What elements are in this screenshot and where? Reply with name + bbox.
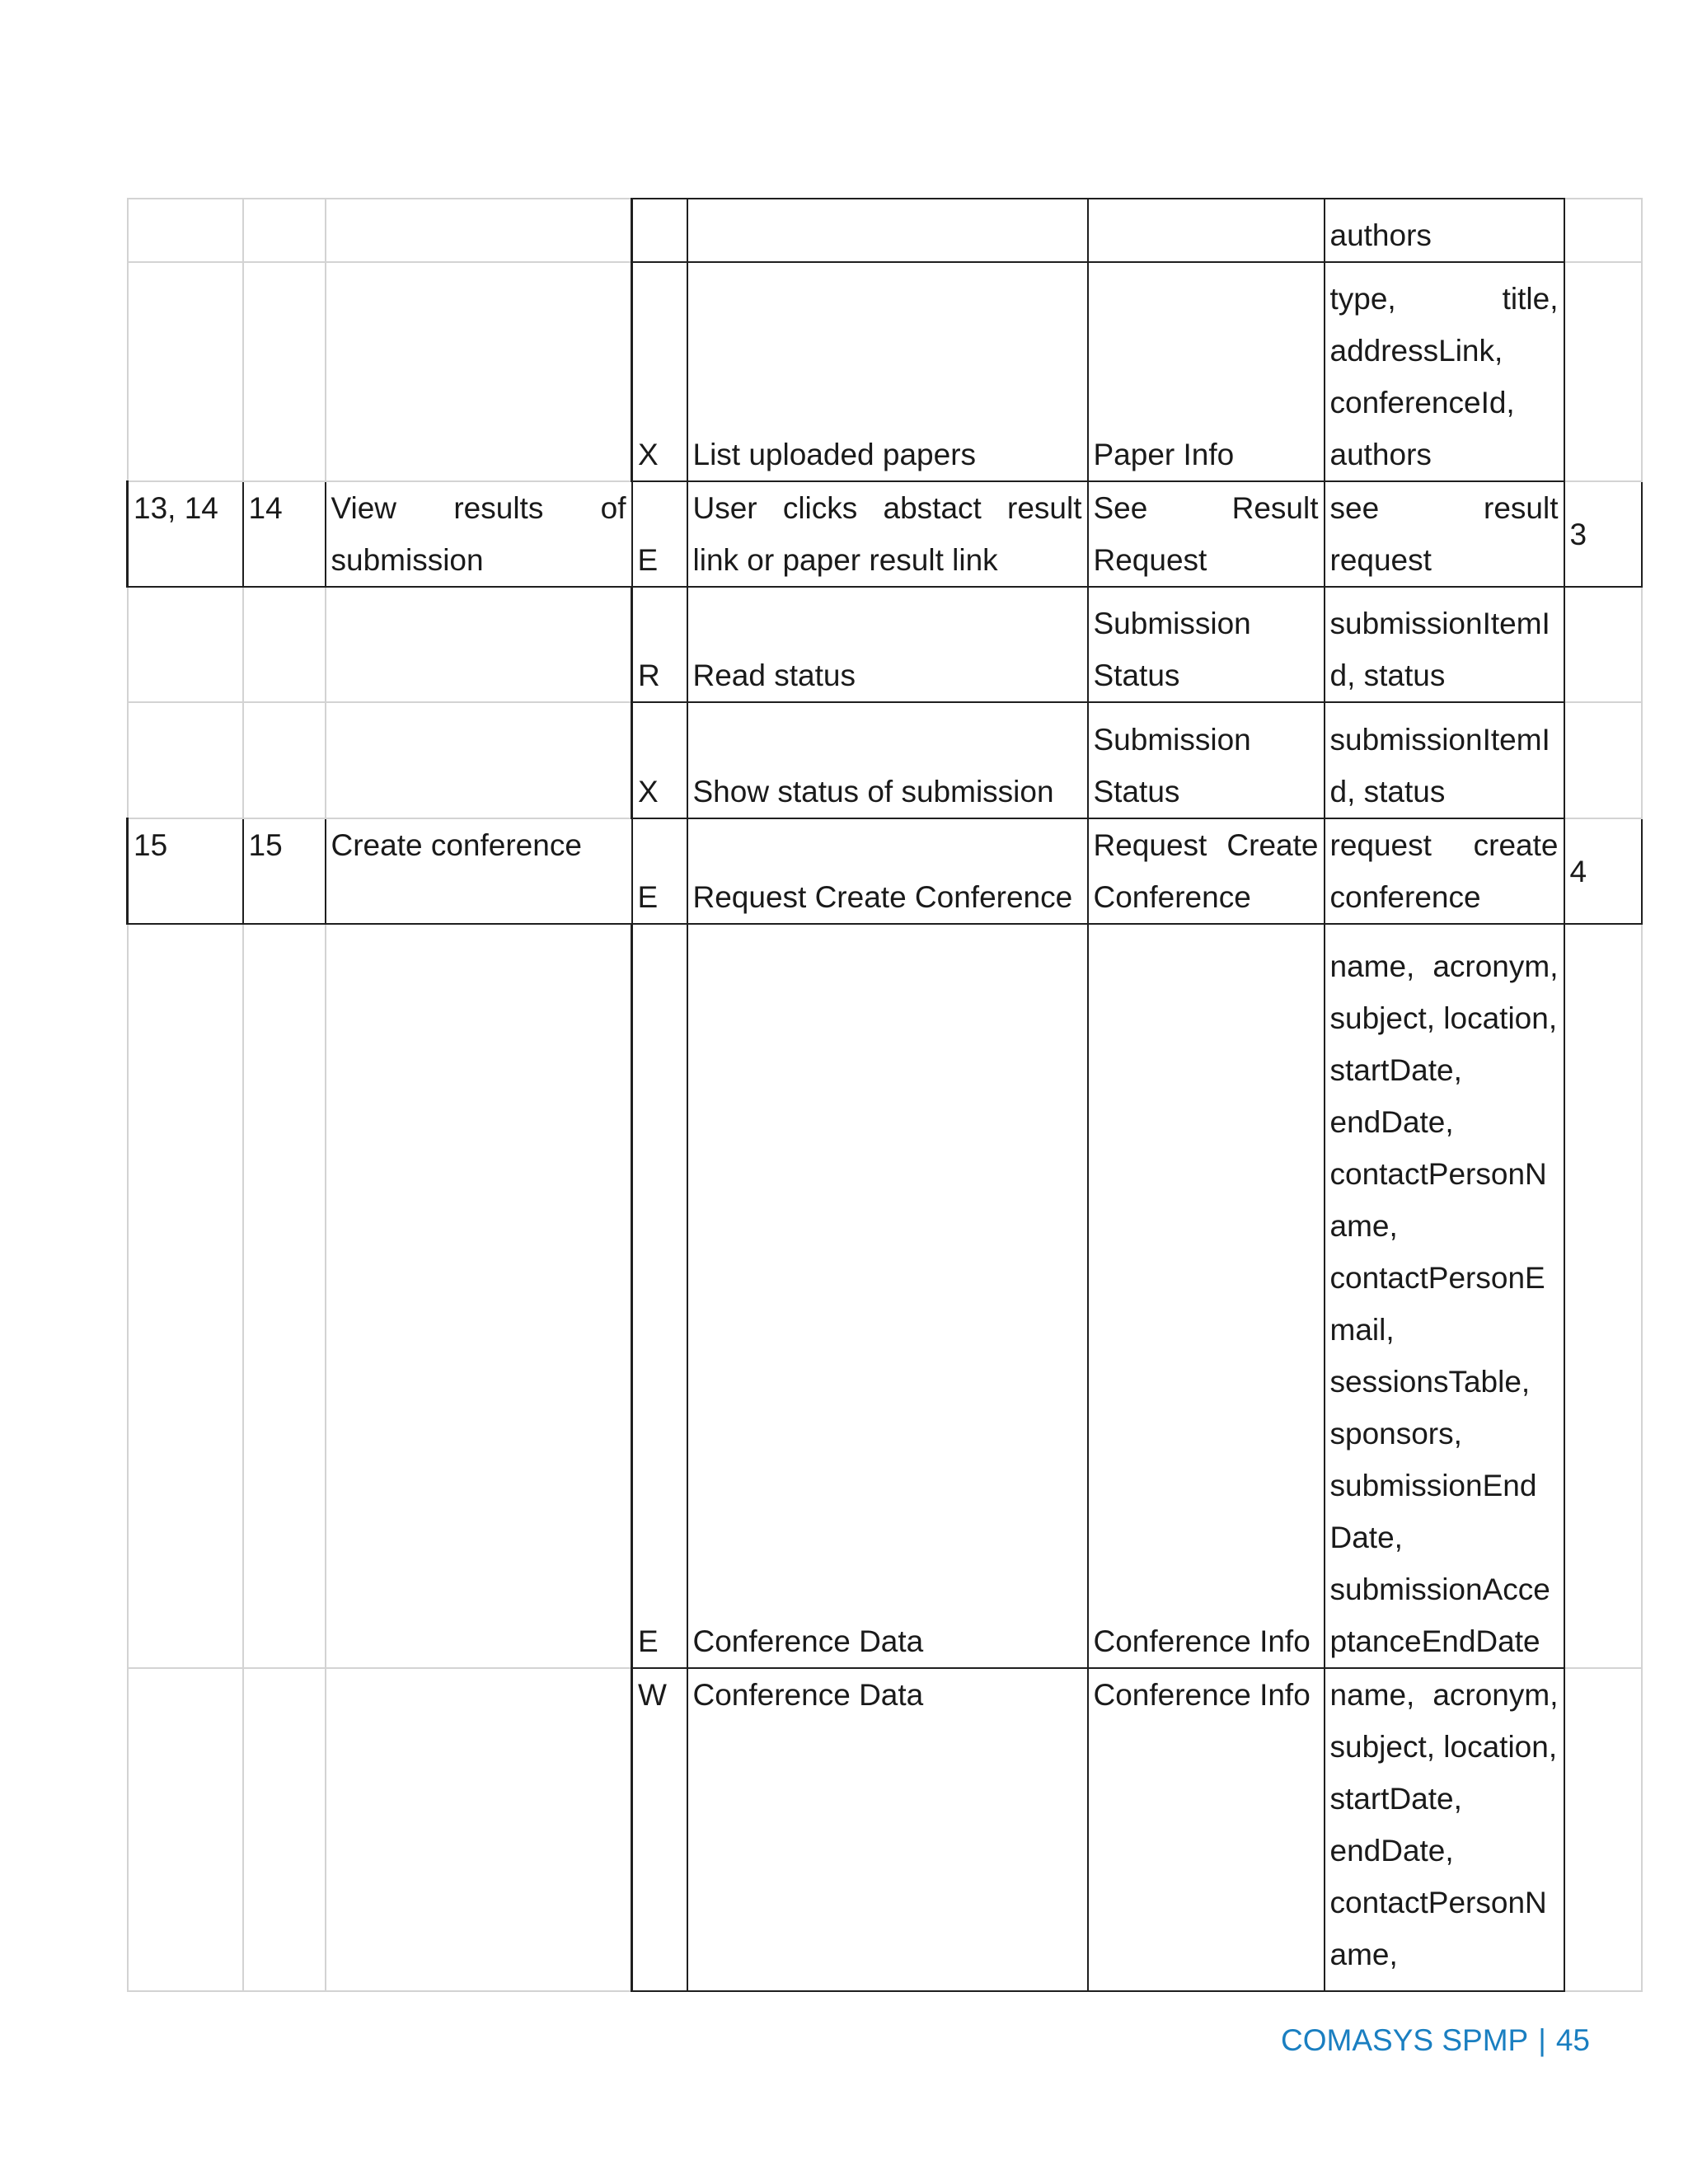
sub-process-cell: Read status bbox=[687, 587, 1088, 702]
table-row bbox=[128, 1668, 1642, 1991]
data-group-cell: Conference Info bbox=[1088, 924, 1325, 1668]
req-id-cell bbox=[128, 1668, 243, 1991]
uc-id-cell bbox=[243, 199, 326, 262]
req-id-cell bbox=[128, 262, 243, 481]
document-table bbox=[126, 198, 1643, 1992]
sub-process-cell: Show status of submission bbox=[687, 702, 1088, 818]
cfp-cell: 3 bbox=[1564, 481, 1642, 587]
process-cell bbox=[326, 924, 632, 1668]
data-attributes-cell: see result request bbox=[1325, 481, 1564, 587]
footer-label: COMASYS SPMP bbox=[1281, 2023, 1529, 2057]
data-attributes-cell: authors bbox=[1325, 199, 1564, 262]
process-cell bbox=[326, 702, 632, 818]
table-row bbox=[128, 481, 1642, 587]
movement-type-cell: W bbox=[632, 1668, 687, 1991]
uc-id-cell bbox=[243, 702, 326, 818]
page-number: 45 bbox=[1555, 2023, 1590, 2057]
cfp-cell bbox=[1564, 199, 1642, 262]
data-group-cell: Submission Status bbox=[1088, 587, 1325, 702]
table-row bbox=[128, 924, 1642, 1668]
cfp-cell bbox=[1564, 587, 1642, 702]
req-id-cell bbox=[128, 587, 243, 702]
uc-id-cell: 14 bbox=[243, 481, 326, 587]
process-cell: View results of submission bbox=[326, 481, 632, 587]
req-id-cell: 13, 14 bbox=[128, 481, 243, 587]
data-attributes-cell: name, acronym, subject, location, startDate, endDate, contactPersonN ame, bbox=[1325, 1668, 1564, 1991]
cfp-cell bbox=[1564, 262, 1642, 481]
movement-type-cell bbox=[632, 199, 687, 262]
uc-id-cell: 15 bbox=[243, 818, 326, 924]
table-row bbox=[128, 262, 1642, 481]
sub-process-cell: Conference Data bbox=[687, 1668, 1088, 1991]
movement-type-cell: E bbox=[632, 481, 687, 587]
process-cell bbox=[326, 587, 632, 702]
data-attributes-cell: request create conference bbox=[1325, 818, 1564, 924]
uc-id-cell bbox=[243, 1668, 326, 1991]
uc-id-cell bbox=[243, 924, 326, 1668]
table-row bbox=[128, 702, 1642, 818]
uc-id-cell bbox=[243, 587, 326, 702]
page-footer bbox=[1281, 2023, 1590, 2058]
cfp-cell bbox=[1564, 702, 1642, 818]
data-group-cell bbox=[1088, 199, 1325, 262]
process-cell bbox=[326, 1668, 632, 1991]
movement-type-cell: E bbox=[632, 924, 687, 1668]
data-group-cell: See Result Request bbox=[1088, 481, 1325, 587]
data-attributes-cell: name, acronym, subject, location, startDate, endDate, contactPersonN ame, contactPersonE mail, sessionsTable, sponsors, submissionEnd Date, submissionAcce ptanceEndDate bbox=[1325, 924, 1564, 1668]
process-cell bbox=[326, 199, 632, 262]
movement-type-cell: E bbox=[632, 818, 687, 924]
table-row bbox=[128, 587, 1642, 702]
sub-process-cell bbox=[687, 199, 1088, 262]
data-group-cell: Conference Info bbox=[1088, 1668, 1325, 1991]
sub-process-cell: Request Create Conference bbox=[687, 818, 1088, 924]
table-row bbox=[128, 199, 1642, 262]
sub-process-cell: Conference Data bbox=[687, 924, 1088, 1668]
uc-id-cell bbox=[243, 262, 326, 481]
data-group-cell: Submission Status bbox=[1088, 702, 1325, 818]
data-attributes-cell: type, title, addressLink, conferenceId, authors bbox=[1325, 262, 1564, 481]
req-id-cell: 15 bbox=[128, 818, 243, 924]
sub-process-cell: User clicks abstact result link or paper result link bbox=[687, 481, 1088, 587]
cfp-cell bbox=[1564, 924, 1642, 1668]
movement-type-cell: R bbox=[632, 587, 687, 702]
table-row bbox=[128, 818, 1642, 924]
data-group-cell: Paper Info bbox=[1088, 262, 1325, 481]
req-id-cell bbox=[128, 924, 243, 1668]
process-cell: Create conference bbox=[326, 818, 632, 924]
footer-separator: | bbox=[1538, 2023, 1546, 2057]
cfp-cell: 4 bbox=[1564, 818, 1642, 924]
sub-process-cell: List uploaded papers bbox=[687, 262, 1088, 481]
data-attributes-cell: submissionItemI d, status bbox=[1325, 702, 1564, 818]
data-group-cell: Request Create Conference bbox=[1088, 818, 1325, 924]
req-id-cell bbox=[128, 199, 243, 262]
movement-type-cell: X bbox=[632, 702, 687, 818]
cfp-cell bbox=[1564, 1668, 1642, 1991]
req-id-cell bbox=[128, 702, 243, 818]
data-attributes-cell: submissionItemI d, status bbox=[1325, 587, 1564, 702]
movement-type-cell: X bbox=[632, 262, 687, 481]
process-cell bbox=[326, 262, 632, 481]
